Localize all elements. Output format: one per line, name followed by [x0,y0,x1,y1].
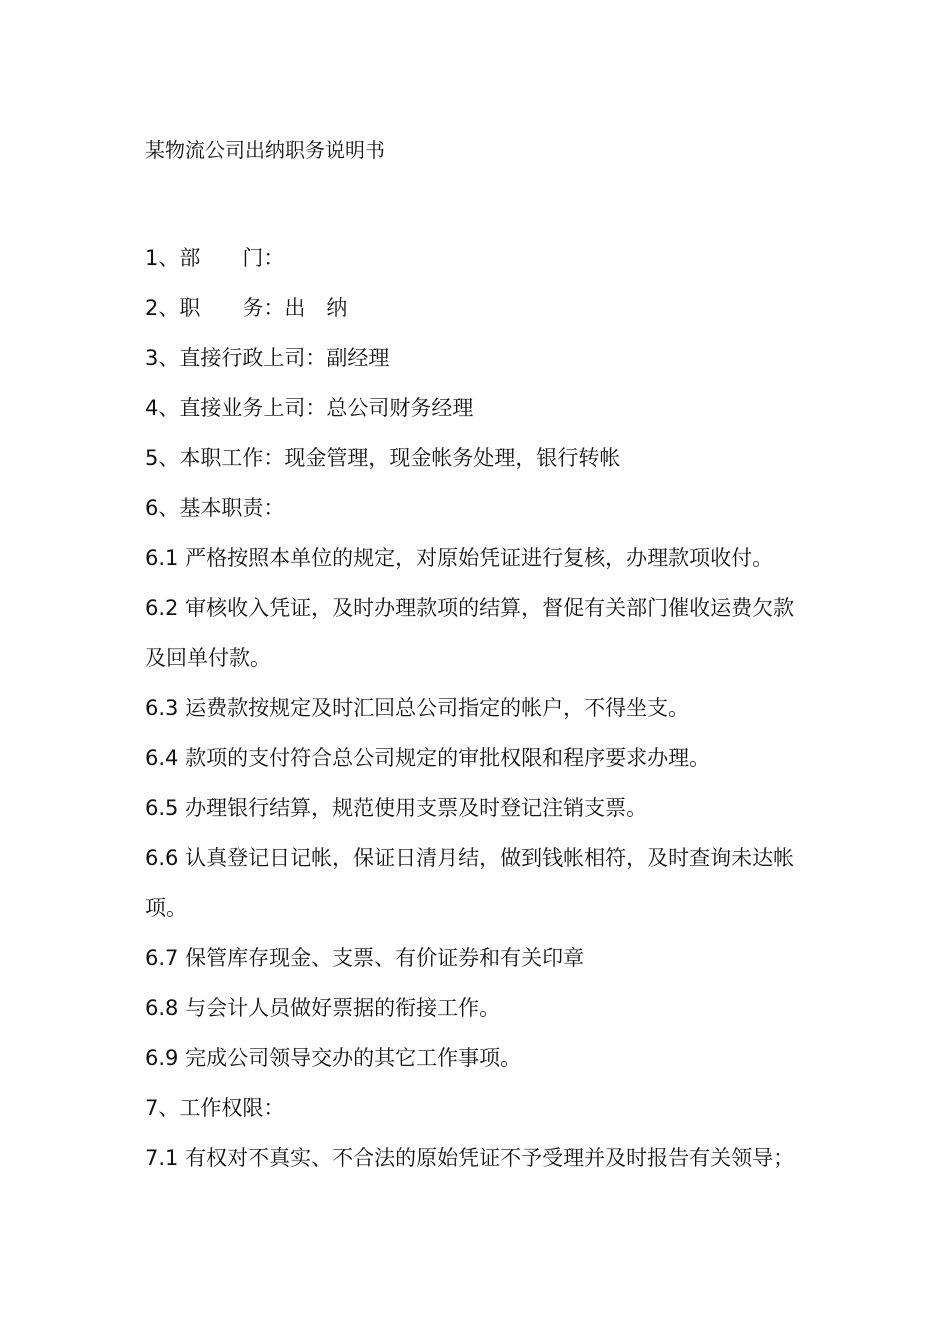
duty-6-3: 6.3 运费款按规定及时汇回总公司指定的帐户，不得坐支。 [145,696,690,720]
section-basic-duties: 6、基本职责： [145,496,285,520]
authority-7-1: 7.1 有权对不真实、不合法的原始凭证不予受理并及时报告有关领导； [145,1146,795,1170]
document-body [145,233,810,1183]
item-admin-superior: 3、直接行政上司：副经理 [145,346,390,370]
item-position: 2、职 务：出 纳 [145,296,348,320]
section-work-authority: 7、工作权限： [145,1096,285,1120]
duty-6-4: 6.4 款项的支付符合总公司规定的审批权限和程序要求办理。 [145,746,711,770]
duty-6-7: 6.7 保管库存现金、支票、有价证券和有关印章 [145,946,585,970]
duty-6-2: 6.2 审核收入凭证，及时办理款项的结算，督促有关部门催收运费欠款及回单付款。 [145,596,795,670]
duty-6-6: 6.6 认真登记日记帐，保证日清月结，做到钱帐相符，及时查询未达帐项。 [145,846,795,920]
document-title: 某物流公司出纳职务说明书 [145,138,385,162]
duty-6-5: 6.5 办理银行结算，规范使用支票及时登记注销支票。 [145,796,648,820]
duty-6-1: 6.1 严格按照本单位的规定，对原始凭证进行复核，办理款项收付。 [145,546,774,570]
item-main-work: 5、本职工作：现金管理，现金帐务处理，银行转帐 [145,446,621,470]
item-department: 1、部 门： [145,246,285,270]
duty-6-8: 6.8 与会计人员做好票据的衔接工作。 [145,996,501,1020]
duty-6-9: 6.9 完成公司领导交办的其它工作事项。 [145,1046,522,1070]
item-business-superior: 4、直接业务上司：总公司财务经理 [145,396,474,420]
